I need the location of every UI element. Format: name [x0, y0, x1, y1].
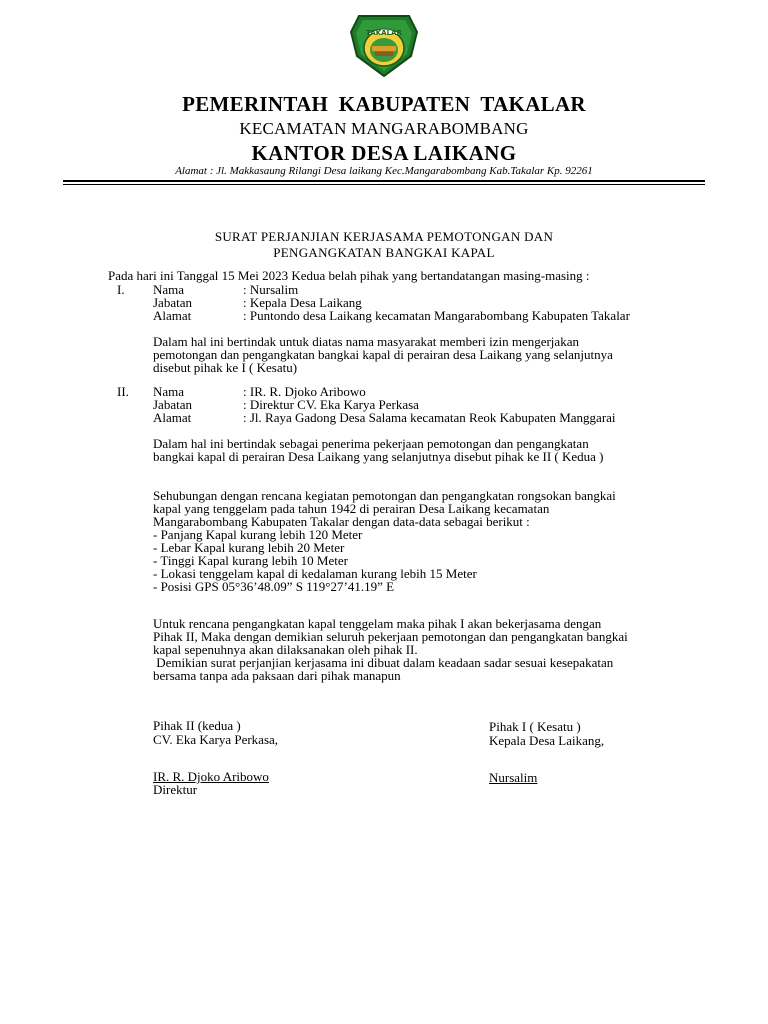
- takalar-regency-emblem: [345, 10, 423, 78]
- body2-line3: kapal sepenuhnya akan dilaksanakan oleh pihak II.: [153, 642, 418, 657]
- party1-alamat-value: : Puntondo desa Laikang kecamatan Mangarabombang Kabupaten Takalar: [243, 308, 630, 323]
- party1-jabatan-value: : Kepala Desa Laikang: [243, 295, 362, 310]
- party2-paragraph-line1: Dalam hal ini bertindak sebagai penerima pekerjaan pemotongan dan pengangkatan: [153, 436, 589, 451]
- government-title: PEMERINTAH KABUPATEN TAKALAR: [182, 92, 586, 116]
- party2-alamat-value: : Jl. Raya Gadong Desa Salama kecamatan Reok Kabupaten Manggarai: [243, 410, 616, 425]
- spec-length: - Panjang Kapal kurang lebih 120 Meter: [153, 527, 363, 542]
- spec-depth: - Lokasi tenggelam kapal di kedalaman kurang lebih 15 Meter: [153, 566, 477, 581]
- party2-nama-value: : IR. R. Djoko Aribowo: [243, 384, 366, 399]
- sign-right-org: Kepala Desa Laikang,: [489, 733, 605, 748]
- party1-paragraph-line1: Dalam hal ini bertindak untuk diatas nama masyarakat memberi izin mengerjakan: [153, 334, 579, 349]
- party1-paragraph-line3: disebut pihak ke I ( Kesatu): [153, 360, 298, 375]
- intro-text: Pada hari ini Tanggal 15 Mei 2023 Kedua belah pihak yang bertandatangan masing-masing :: [108, 268, 590, 283]
- party2-paragraph-line2: bangkai kapal di perairan Desa Laikang yang selanjutnya disebut pihak ke II ( Kedua ): [153, 449, 604, 464]
- body2-line2: Pihak II, Maka dengan demikian seluruh pekerjaan pemotongan dan pengangkatan bangkai: [153, 629, 628, 644]
- office-address: Alamat : Jl. Makkasaung Rilangi Desa laikang Kec.Mangarabombang Kab.Takalar Kp. 92261: [175, 165, 593, 177]
- body1-line1: Sehubungan dengan rencana kegiatan pemotongan dan pengangkatan rongsokan bangkai: [153, 488, 616, 503]
- sign-left-title: Direktur: [153, 782, 198, 797]
- sign-left-role: Pihak II (kedua ): [153, 718, 241, 733]
- party2-jabatan-value: : Direktur CV. Eka Karya Perkasa: [243, 397, 419, 412]
- sign-right-role: Pihak I ( Kesatu ): [489, 719, 581, 734]
- body1-line2: kapal yang tenggelam pada tahun 1942 di perairan Desa Laikang kecamatan: [153, 501, 550, 516]
- party2-nama-label: Nama: [153, 384, 185, 399]
- party1-jabatan-label: Jabatan: [153, 295, 192, 310]
- party1-alamat-label: Alamat: [153, 308, 192, 323]
- body2-line1: Untuk rencana pengangkatan kapal tenggelam maka pihak I akan bekerjasama dengan: [153, 616, 602, 631]
- party2-alamat-label: Alamat: [153, 410, 192, 425]
- party2-jabatan-label: Jabatan: [153, 397, 192, 412]
- header-rule-thin: [63, 184, 705, 185]
- header-rule-thick: [63, 180, 705, 182]
- spec-gps: - Posisi GPS 05°36’48.09” S 119°27’41.19” E: [153, 579, 395, 594]
- spec-height: - Tinggi Kapal kurang lebih 10 Meter: [153, 553, 348, 568]
- district-title: KECAMATAN MANGARABOMBANG: [239, 119, 529, 138]
- body2-line4: Demikian surat perjanjian kerjasama ini dibuat dalam keadaan sadar sesuai kesepakatan: [153, 655, 614, 670]
- sign-left-name: IR. R. Djoko Aribowo: [153, 769, 269, 784]
- sign-right-name: Nursalim: [489, 770, 538, 785]
- letter-title-line2: PENGANGKATAN BANGKAI KAPAL: [273, 245, 495, 260]
- party1-number: I.: [117, 282, 125, 297]
- body2-line5: bersama tanpa ada paksaan dari pihak manapun: [153, 668, 401, 683]
- party1-nama-label: Nama: [153, 282, 185, 297]
- sign-left-org: CV. Eka Karya Perkasa,: [153, 732, 279, 747]
- office-title: KANTOR DESA LAIKANG: [251, 141, 517, 165]
- party1-nama-value: : Nursalim: [243, 282, 299, 297]
- spec-width: - Lebar Kapal kurang lebih 20 Meter: [153, 540, 345, 555]
- svg-text:TAKALAR: TAKALAR: [366, 29, 402, 37]
- body1-line3: Mangarabombang Kabupaten Takalar dengan data-data sebagai berikut :: [153, 514, 530, 529]
- party2-number: II.: [117, 384, 129, 399]
- letter-title-line1: SURAT PERJANJIAN KERJASAMA PEMOTONGAN DAN: [214, 229, 554, 244]
- party1-paragraph-line2: pemotongan dan pengangkatan bangkai kapal di perairan desa Laikang yang selanjutnya: [153, 347, 613, 362]
